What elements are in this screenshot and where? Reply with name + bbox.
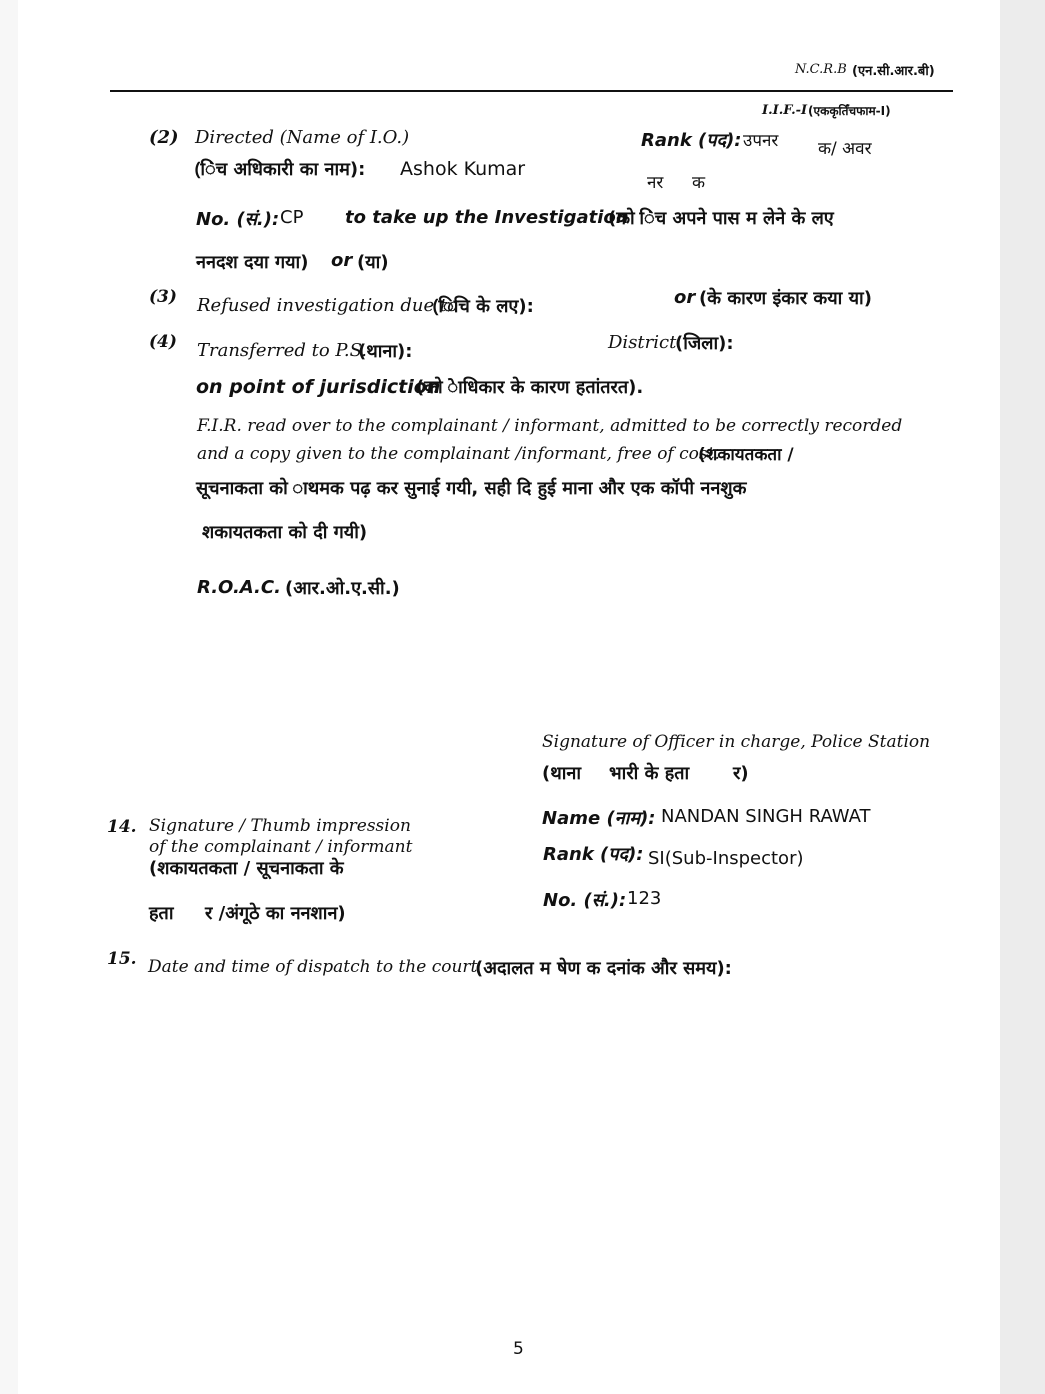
item-15-number: 15. <box>107 949 137 969</box>
item-4-label-hindi: (थाना): <box>358 341 413 362</box>
item-14-line-4-hindi-a: हता <box>149 903 174 924</box>
page-left-edge <box>0 0 18 1394</box>
item-2-rank-value-2: क/ अवर <box>818 139 872 159</box>
item-14-number: 14. <box>107 817 137 837</box>
item-2-label-hindi: (िंच अधिकारी का नाम): <box>195 159 366 180</box>
district-label-hindi: (जिला): <box>675 333 734 354</box>
take-up-investigation-hindi: (को िंच अपने पास म लेने के लए <box>608 208 834 229</box>
officer-signature-hindi-2: भारी के हता <box>609 763 690 784</box>
officer-rank-label: Rank (पद): <box>543 844 644 865</box>
item-3-number: (3) <box>149 287 177 307</box>
item-2-line2-hindi: ननदश दया गया) <box>196 252 309 273</box>
roac-label: R.O.A.C. <box>197 577 281 598</box>
officer-signature-hindi-3: र) <box>733 763 749 784</box>
officer-no-label: No. (सं.): <box>543 890 627 911</box>
item-2-rank-label: Rank (पद): <box>641 130 742 151</box>
officer-rank-value: SI(Sub-Inspector) <box>648 848 804 869</box>
io-name-value: Ashok Kumar <box>400 158 526 180</box>
item-2-label: Directed (Name of I.O.) <box>195 127 410 148</box>
ncrb-hindi-label: (एन.सी.आर.बी) <box>852 64 935 79</box>
fir-read-line-2-hindi: (शकायतकता / <box>698 445 794 465</box>
item-3-label-hindi: (िचि के लए): <box>433 296 534 317</box>
jurisdiction-label-hindi: (को ेाधिकार के कारण हतांतरत). <box>416 377 644 398</box>
item-2-or-hindi: (या) <box>357 252 389 273</box>
item-2-or: or <box>331 250 353 271</box>
item-14-line-1: Signature / Thumb impression <box>149 816 411 836</box>
officer-signature-hindi-1: (थाना <box>542 763 582 784</box>
officer-signature-label: Signature of Officer in charge, Police Station <box>542 732 931 752</box>
item-2-number: (2) <box>149 127 179 148</box>
form-code-hindi: (एककृतिँचफाम-I) <box>808 104 891 118</box>
item-2-rank-value-3: नर <box>647 173 664 193</box>
page-right-edge <box>1000 0 1045 1394</box>
take-up-investigation: to take up the Investigation <box>345 207 629 228</box>
roac-label-hindi: (आर.ओ.ए.सी.) <box>285 578 400 599</box>
item-15-label-hindi: (अदालत म षेण क दनांक और समय): <box>475 958 732 979</box>
item-3-label: Refused investigation due to <box>197 295 458 316</box>
ncrb-label: N.C.R.B <box>795 62 847 77</box>
fir-read-line-1: F.I.R. read over to the complainant / informant, admitted to be correctly recorded <box>197 416 903 436</box>
item-2-no-value: CP <box>280 207 304 228</box>
item-14-line-4-hindi-b: र /अंगूठे का ननशान) <box>205 903 346 924</box>
item-2-no-label: No. (सं.): <box>196 209 280 230</box>
fir-read-line-4-hindi: शकायतकता को दी गयी) <box>202 522 368 543</box>
form-code: I.I.F.-I <box>762 103 808 118</box>
item-15-label: Date and time of dispatch to the court <box>148 957 478 977</box>
header-rule <box>110 90 953 92</box>
officer-name-value: NANDAN SINGH RAWAT <box>661 806 871 827</box>
officer-no-value: 123 <box>627 888 662 909</box>
page-number: 5 <box>513 1339 524 1359</box>
fir-read-line-3-hindi: सूचनाकता को ाथमक पढ़ कर सुनाई गयी, सही दि हुई माना और एक कॉपी ननशुक <box>196 478 747 499</box>
officer-name-label: Name (नाम): <box>542 808 656 829</box>
item-2-rank-value-4: क <box>692 173 706 193</box>
item-3-or-hindi: (के कारण इंकार कया या) <box>699 288 872 309</box>
item-14-line-2: of the complainant / informant <box>149 837 413 857</box>
item-14-line-3-hindi: (शकायतकता / सूचनाकता के <box>149 858 344 879</box>
item-4-number: (4) <box>149 332 177 352</box>
item-2-rank-value-1: उपनर <box>743 131 779 151</box>
item-3-or: or <box>674 287 696 308</box>
fir-read-line-2: and a copy given to the complainant /informant, free of cost. <box>197 444 720 464</box>
district-label: District <box>608 332 677 353</box>
jurisdiction-label: on point of jurisdiction <box>196 376 441 398</box>
item-4-label: Transferred to P.S. <box>197 340 367 361</box>
